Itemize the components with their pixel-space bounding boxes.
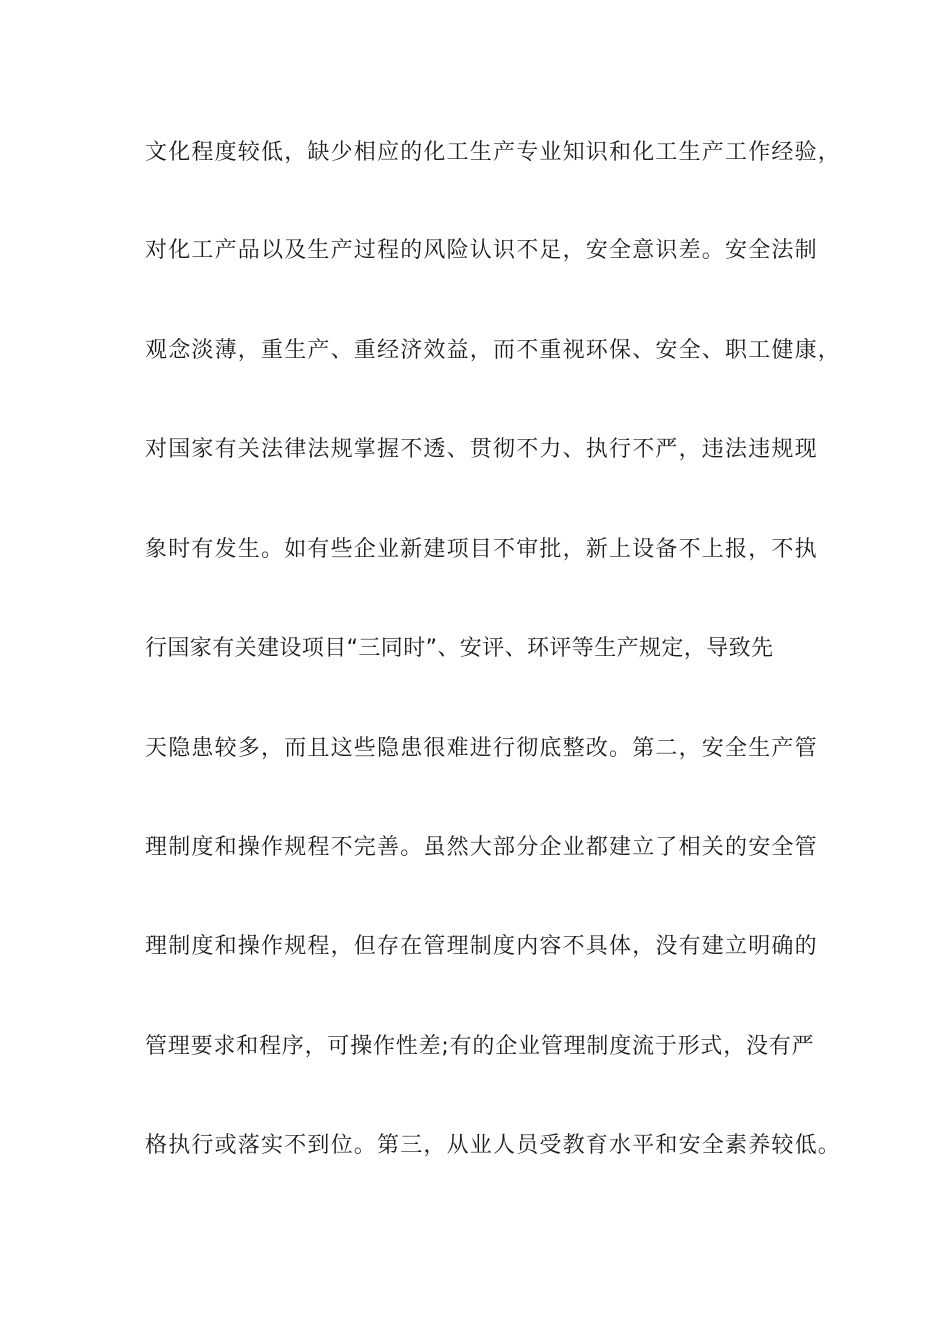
text-line-9: 理制度和操作规程，但存在管理制度内容不具体，没有建立明确的 <box>145 934 818 959</box>
text-line-11: 格执行或落实不到位。第三，从业人员受教育水平和安全素养较低。 <box>145 1133 842 1158</box>
text-line-5: 象时有发生。如有些企业新建项目不审批，新上设备不上报，不执 <box>145 537 818 562</box>
text-line-4: 对国家有关法律法规掌握不透、贯彻不力、执行不严，违法违规现 <box>145 437 818 462</box>
text-line-3: 观念淡薄，重生产、重经济效益，而不重视环保、安全、职工健康， <box>145 338 842 363</box>
text-line-6: 行国家有关建设项目“三同时”、安评、环评等生产规定，导致先 <box>145 636 774 661</box>
text-line-2: 对化工产品以及生产过程的风险认识不足，安全意识差。安全法制 <box>145 238 818 263</box>
text-line-8: 理制度和操作规程不完善。虽然大部分企业都建立了相关的安全管 <box>145 835 818 860</box>
text-line-10: 管理要求和程序，可操作性差;有的企业管理制度流于形式，没有严 <box>145 1034 815 1059</box>
text-line-1: 文化程度较低，缺少相应的化工生产专业知识和化工生产工作经验， <box>145 140 842 165</box>
text-line-7: 天隐患较多，而且这些隐患很难进行彻底整改。第二，安全生产管 <box>145 736 818 761</box>
